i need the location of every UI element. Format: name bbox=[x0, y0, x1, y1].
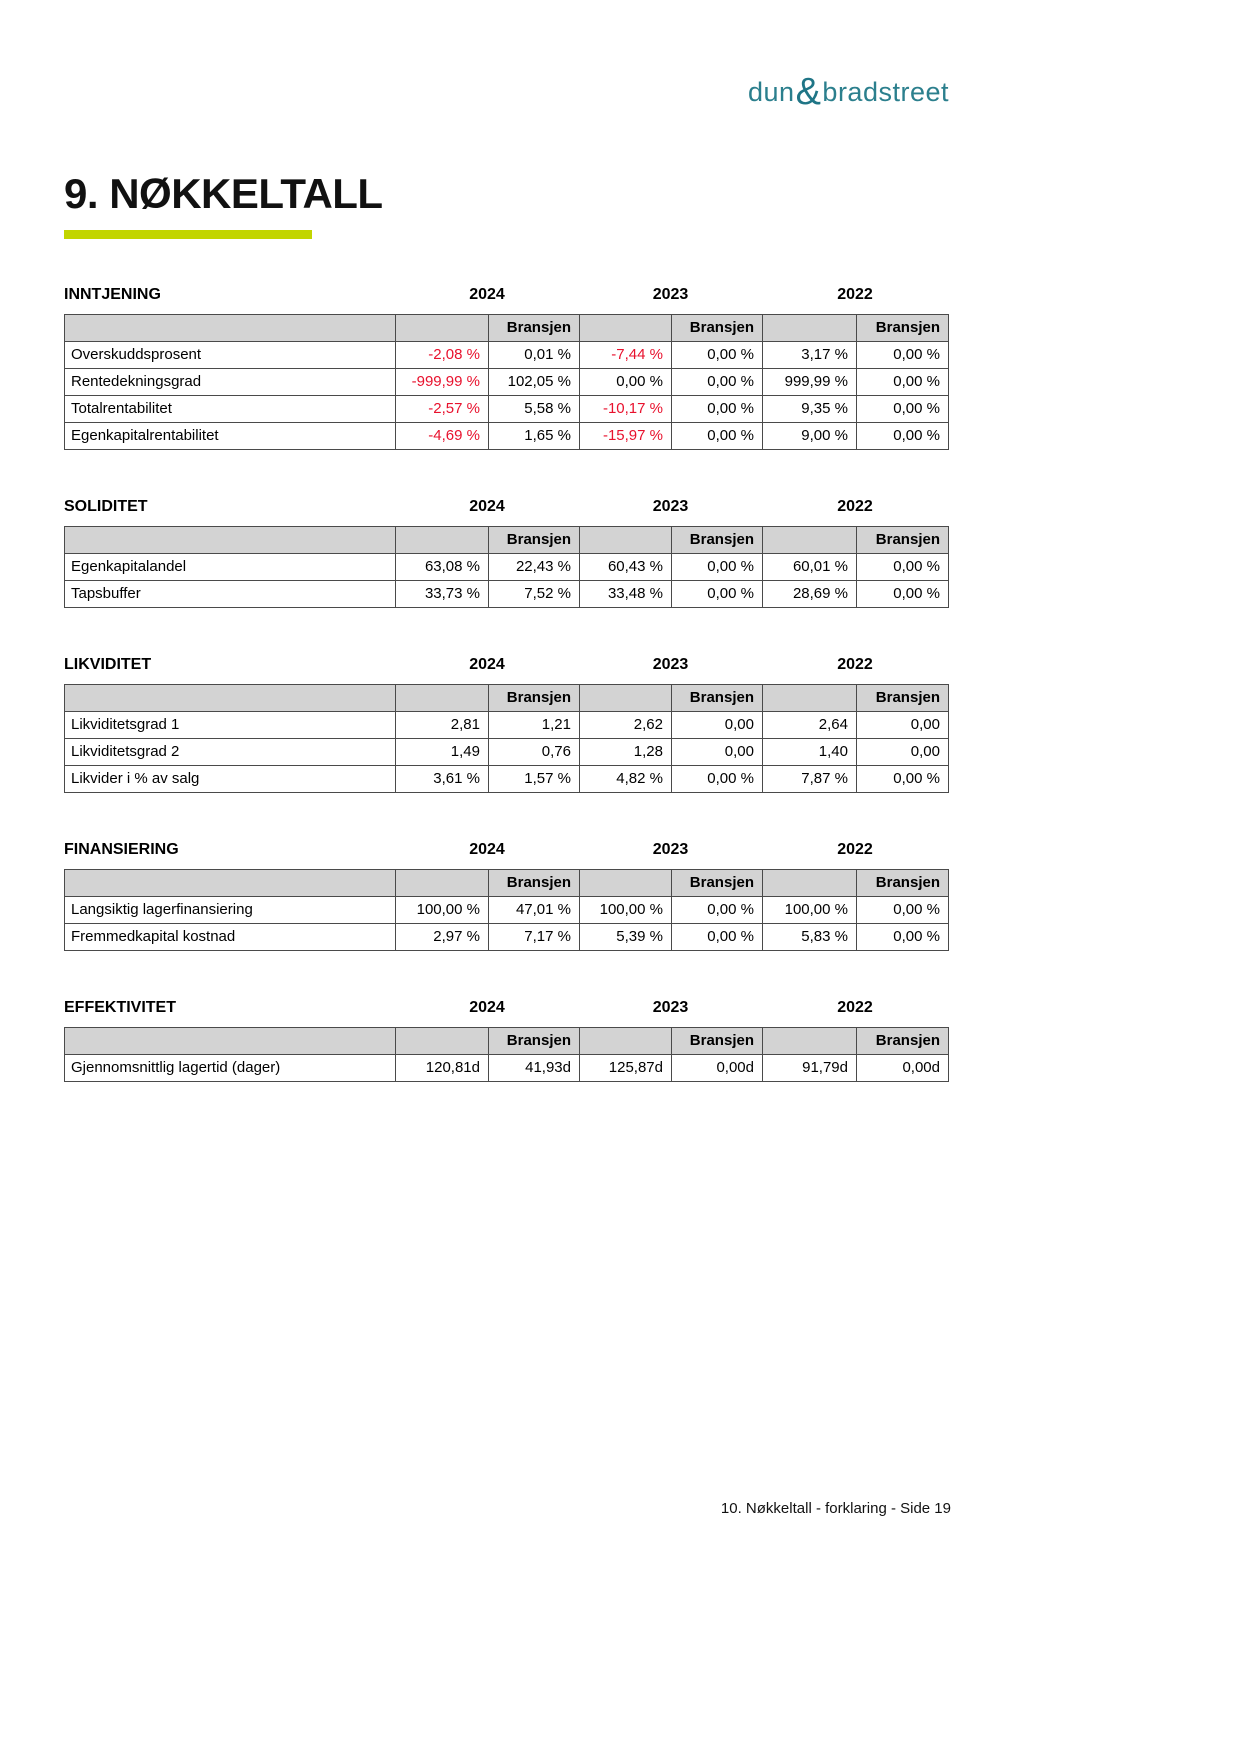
value-cell: 0,00d bbox=[672, 1055, 763, 1082]
row-label: Likvider i % av salg bbox=[65, 766, 396, 793]
value-cell: 5,83 % bbox=[763, 924, 857, 951]
header-empty-cell bbox=[396, 870, 489, 897]
year-header: 2024 bbox=[469, 498, 505, 515]
value-cell: 0,00 % bbox=[580, 369, 672, 396]
value-cell: 5,39 % bbox=[580, 924, 672, 951]
year-header: 2023 bbox=[652, 999, 689, 1016]
value-cell: 102,05 % bbox=[489, 369, 580, 396]
value-cell: 7,52 % bbox=[489, 581, 580, 608]
report-section bbox=[64, 286, 951, 450]
year-header: 2022 bbox=[837, 656, 873, 673]
table-row bbox=[65, 712, 949, 739]
value-cell: 0,00 % bbox=[857, 342, 949, 369]
year-header: 2023 bbox=[652, 498, 689, 515]
data-table bbox=[64, 869, 949, 951]
row-label: Totalrentabilitet bbox=[65, 396, 396, 423]
value-cell: 120,81d bbox=[396, 1055, 489, 1082]
row-label: Likviditetsgrad 2 bbox=[65, 739, 396, 766]
page-title: 9. NØKKELTALL bbox=[64, 170, 383, 217]
value-cell: 2,97 % bbox=[396, 924, 489, 951]
value-cell: 1,28 bbox=[580, 739, 672, 766]
row-label: Gjennomsnittlig lagertid (dager) bbox=[65, 1055, 396, 1082]
table-header-row bbox=[65, 870, 949, 897]
value-cell: 0,00 % bbox=[672, 897, 763, 924]
value-cell: 0,76 bbox=[489, 739, 580, 766]
report-section bbox=[64, 656, 951, 793]
value-cell: 0,00 % bbox=[672, 766, 763, 793]
bransjen-header: Bransjen bbox=[672, 1028, 763, 1055]
value-cell: 0,00 % bbox=[672, 423, 763, 450]
bransjen-header: Bransjen bbox=[857, 685, 949, 712]
value-cell: 3,17 % bbox=[763, 342, 857, 369]
bransjen-header: Bransjen bbox=[489, 685, 580, 712]
header-empty-cell bbox=[763, 315, 857, 342]
value-cell: 1,49 bbox=[396, 739, 489, 766]
header-empty-cell bbox=[580, 315, 672, 342]
table-row bbox=[65, 369, 949, 396]
value-cell: -2,08 % bbox=[396, 342, 489, 369]
value-cell: 0,00 % bbox=[672, 369, 763, 396]
value-cell: -10,17 % bbox=[580, 396, 672, 423]
value-cell: 60,01 % bbox=[763, 554, 857, 581]
table-row bbox=[65, 739, 949, 766]
value-cell: 100,00 % bbox=[763, 897, 857, 924]
ampersand-icon: & bbox=[795, 71, 822, 113]
value-cell: -4,69 % bbox=[396, 423, 489, 450]
value-cell: 0,00 % bbox=[672, 924, 763, 951]
bransjen-header: Bransjen bbox=[672, 527, 763, 554]
section-header bbox=[64, 498, 951, 516]
header-empty-cell bbox=[396, 527, 489, 554]
header-empty-cell bbox=[65, 527, 396, 554]
year-header: 2022 bbox=[837, 999, 873, 1016]
header-empty-cell bbox=[763, 1028, 857, 1055]
value-cell: 0,00 % bbox=[857, 924, 949, 951]
value-cell: 0,00 % bbox=[672, 581, 763, 608]
logo-bradstreet-text: bradstreet bbox=[822, 77, 949, 107]
header-empty-cell bbox=[396, 1028, 489, 1055]
section-header bbox=[64, 286, 951, 304]
value-cell: 33,48 % bbox=[580, 581, 672, 608]
value-cell: 0,00 % bbox=[857, 396, 949, 423]
value-cell: 60,43 % bbox=[580, 554, 672, 581]
value-cell: 0,00 % bbox=[857, 423, 949, 450]
dun-bradstreet-logo bbox=[748, 68, 949, 111]
bransjen-header: Bransjen bbox=[489, 315, 580, 342]
value-cell: 1,40 bbox=[763, 739, 857, 766]
year-header: 2022 bbox=[837, 841, 873, 858]
value-cell: 0,01 % bbox=[489, 342, 580, 369]
report-section bbox=[64, 498, 951, 608]
header-empty-cell bbox=[396, 315, 489, 342]
section-header bbox=[64, 999, 951, 1017]
page-footer: 10. Nøkkeltall - forklaring - Side 19 bbox=[720, 1500, 951, 1517]
table-body bbox=[65, 554, 949, 608]
header-empty-cell bbox=[65, 315, 396, 342]
bransjen-header: Bransjen bbox=[857, 1028, 949, 1055]
bransjen-header: Bransjen bbox=[489, 527, 580, 554]
header-empty-cell bbox=[580, 685, 672, 712]
value-cell: 2,64 bbox=[763, 712, 857, 739]
row-label: Fremmedkapital kostnad bbox=[65, 924, 396, 951]
value-cell: 63,08 % bbox=[396, 554, 489, 581]
row-label: Egenkapitalandel bbox=[65, 554, 396, 581]
header-empty-cell bbox=[763, 870, 857, 897]
table-row bbox=[65, 581, 949, 608]
header-empty-cell bbox=[580, 1028, 672, 1055]
value-cell: 100,00 % bbox=[396, 897, 489, 924]
value-cell: 0,00 % bbox=[857, 897, 949, 924]
header-empty-cell bbox=[65, 685, 396, 712]
header-empty-cell bbox=[65, 870, 396, 897]
table-body bbox=[65, 1055, 949, 1082]
data-table bbox=[64, 1027, 949, 1082]
value-cell: 0,00 % bbox=[672, 554, 763, 581]
year-header: 2022 bbox=[837, 498, 873, 515]
value-cell: 0,00 % bbox=[857, 554, 949, 581]
header-empty-cell bbox=[763, 527, 857, 554]
value-cell: -7,44 % bbox=[580, 342, 672, 369]
table-body bbox=[65, 712, 949, 793]
table-body bbox=[65, 897, 949, 951]
table-row bbox=[65, 897, 949, 924]
table-row bbox=[65, 396, 949, 423]
bransjen-header: Bransjen bbox=[489, 870, 580, 897]
row-label: Tapsbuffer bbox=[65, 581, 396, 608]
year-header: 2024 bbox=[469, 286, 505, 303]
table-row bbox=[65, 924, 949, 951]
bransjen-header: Bransjen bbox=[857, 315, 949, 342]
value-cell: 0,00d bbox=[857, 1055, 949, 1082]
value-cell: 1,57 % bbox=[489, 766, 580, 793]
year-header: 2023 bbox=[652, 286, 689, 303]
value-cell: 1,21 bbox=[489, 712, 580, 739]
value-cell: 999,99 % bbox=[763, 369, 857, 396]
header-empty-cell bbox=[763, 685, 857, 712]
bransjen-header: Bransjen bbox=[672, 685, 763, 712]
header-empty-cell bbox=[580, 870, 672, 897]
value-cell: -2,57 % bbox=[396, 396, 489, 423]
table-row bbox=[65, 554, 949, 581]
data-table bbox=[64, 314, 949, 450]
value-cell: 28,69 % bbox=[763, 581, 857, 608]
table-header-row bbox=[65, 685, 949, 712]
value-cell: 1,65 % bbox=[489, 423, 580, 450]
header-empty-cell bbox=[65, 1028, 396, 1055]
value-cell: 3,61 % bbox=[396, 766, 489, 793]
bransjen-header: Bransjen bbox=[857, 870, 949, 897]
value-cell: 5,58 % bbox=[489, 396, 580, 423]
value-cell: 0,00 % bbox=[857, 369, 949, 396]
year-header: 2023 bbox=[652, 656, 689, 673]
row-label: Egenkapitalrentabilitet bbox=[65, 423, 396, 450]
section-title: FINANSIERING bbox=[64, 841, 179, 858]
year-header: 2024 bbox=[469, 841, 505, 858]
table-body bbox=[65, 342, 949, 450]
section-title: INNTJENING bbox=[64, 286, 161, 303]
table-row bbox=[65, 766, 949, 793]
value-cell: 41,93d bbox=[489, 1055, 580, 1082]
value-cell: 100,00 % bbox=[580, 897, 672, 924]
value-cell: 0,00 % bbox=[672, 396, 763, 423]
year-header: 2024 bbox=[469, 999, 505, 1016]
data-table bbox=[64, 684, 949, 793]
section-title: EFFEKTIVITET bbox=[64, 999, 176, 1016]
report-section bbox=[64, 841, 951, 951]
bransjen-header: Bransjen bbox=[672, 870, 763, 897]
title-underline bbox=[64, 230, 312, 239]
value-cell: 9,35 % bbox=[763, 396, 857, 423]
year-header: 2022 bbox=[837, 286, 873, 303]
value-cell: 125,87d bbox=[580, 1055, 672, 1082]
value-cell: 2,62 bbox=[580, 712, 672, 739]
value-cell: 7,87 % bbox=[763, 766, 857, 793]
row-label: Langsiktig lagerfinansiering bbox=[65, 897, 396, 924]
value-cell: 9,00 % bbox=[763, 423, 857, 450]
data-table bbox=[64, 526, 949, 608]
value-cell: 0,00 bbox=[672, 712, 763, 739]
table-header-row bbox=[65, 527, 949, 554]
value-cell: 7,17 % bbox=[489, 924, 580, 951]
value-cell: 0,00 bbox=[857, 739, 949, 766]
section-title: SOLIDITET bbox=[64, 498, 148, 515]
page-content bbox=[64, 0, 951, 1754]
bransjen-header: Bransjen bbox=[857, 527, 949, 554]
table-row bbox=[65, 423, 949, 450]
value-cell: 2,81 bbox=[396, 712, 489, 739]
year-header: 2024 bbox=[469, 656, 505, 673]
row-label: Likviditetsgrad 1 bbox=[65, 712, 396, 739]
table-header-row bbox=[65, 1028, 949, 1055]
section-header bbox=[64, 656, 951, 674]
table-row bbox=[65, 342, 949, 369]
value-cell: 0,00 % bbox=[857, 766, 949, 793]
row-label: Rentedekningsgrad bbox=[65, 369, 396, 396]
value-cell: 4,82 % bbox=[580, 766, 672, 793]
year-header: 2023 bbox=[652, 841, 689, 858]
logo-dun-text: dun bbox=[748, 77, 795, 107]
row-label: Overskuddsprosent bbox=[65, 342, 396, 369]
section-title: LIKVIDITET bbox=[64, 656, 152, 673]
value-cell: 33,73 % bbox=[396, 581, 489, 608]
header-empty-cell bbox=[396, 685, 489, 712]
value-cell: 91,79d bbox=[763, 1055, 857, 1082]
value-cell: -999,99 % bbox=[396, 369, 489, 396]
value-cell: 0,00 % bbox=[672, 342, 763, 369]
report-section bbox=[64, 999, 951, 1082]
section-header bbox=[64, 841, 951, 859]
value-cell: 22,43 % bbox=[489, 554, 580, 581]
bransjen-header: Bransjen bbox=[672, 315, 763, 342]
value-cell: 0,00 % bbox=[857, 581, 949, 608]
sections-container bbox=[64, 286, 951, 1082]
header-empty-cell bbox=[580, 527, 672, 554]
value-cell: 0,00 bbox=[857, 712, 949, 739]
table-header-row bbox=[65, 315, 949, 342]
table-row bbox=[65, 1055, 949, 1082]
value-cell: -15,97 % bbox=[580, 423, 672, 450]
bransjen-header: Bransjen bbox=[489, 1028, 580, 1055]
value-cell: 47,01 % bbox=[489, 897, 580, 924]
value-cell: 0,00 bbox=[672, 739, 763, 766]
